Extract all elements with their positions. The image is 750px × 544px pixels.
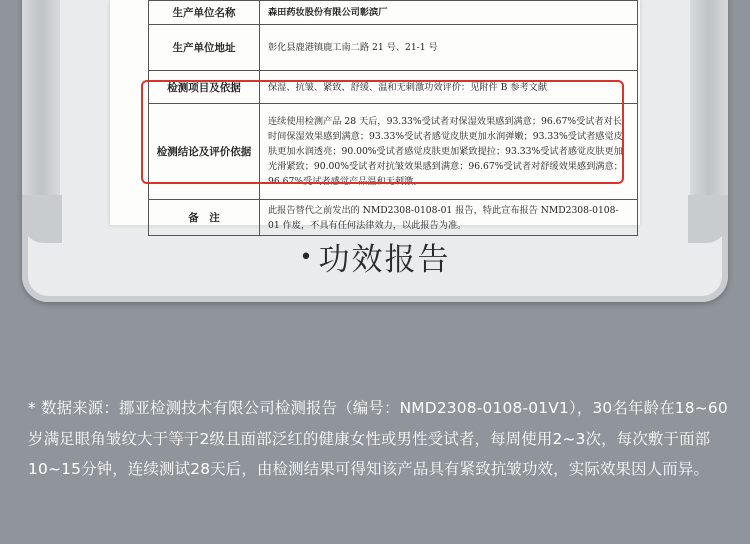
row-label: 生产单位名称	[149, 1, 260, 25]
caption-title: 功效报告	[318, 242, 451, 278]
table-row	[149, 200, 638, 236]
frame-right-bar	[690, 0, 728, 200]
row-value: 此报告替代之前发出的 NMD2308-0108-01 报告，特此宣布报告 NMD2308-0108-01 作废，不具有任何法律效力，以此报告为准。	[260, 200, 638, 236]
row-value: 连续使用检测产品 28 天后，93.33%受试者对保湿效果感到满意；96.67%受试者对长时间保湿效果感到满意；93.33%受试者感觉皮肤更加水润弹嫩；93.33%受试者感觉皮肤更加水润透亮；90.00%受试者感觉皮肤更加紧致提拉；93.33%受试者感觉皮肤更加光滑紧致；90.00%受试者对抗皱效果感到满意；96.67%受试者对舒缓效果感到满意；96.67%受试者感觉产品温和无刺激。	[260, 104, 638, 200]
row-label: 检测结论及评价依据	[149, 104, 260, 200]
conclusion-highlight-box	[141, 80, 624, 184]
row-value: 彰化县鹿港镇鹿工南二路 21 号、21-1 号	[260, 25, 638, 71]
row-value: 森田药妆股份有限公司彰滨厂	[260, 1, 638, 25]
row-label: 备 注	[149, 200, 260, 236]
row-label: 检测项目及依据	[149, 71, 260, 104]
frame-left-bar	[22, 0, 60, 200]
bullet-icon: •	[299, 245, 315, 270]
data-source-note: * 数据来源：挪亚检测技术有限公司检测报告（编号：NMD2308-0108-01V1），30名年龄在18~60岁满足眼角皱纹大于等于2级且面部泛红的健康女性或男性受试者，每周使用2~3次，每次敷于面部10~15分钟，连续测试28天后，由检测结果可得知该产品具有紧致抗皱功效，实际效果因人而异。	[28, 399, 728, 478]
caption	[0, 234, 750, 279]
table-row	[149, 25, 638, 71]
row-label: 生产单位地址	[149, 25, 260, 71]
table-row	[149, 1, 638, 25]
row-value: 保湿、抗皱、紧致、舒缓、温和无刺激功效评价：见附件 B 参考文献	[260, 71, 638, 104]
